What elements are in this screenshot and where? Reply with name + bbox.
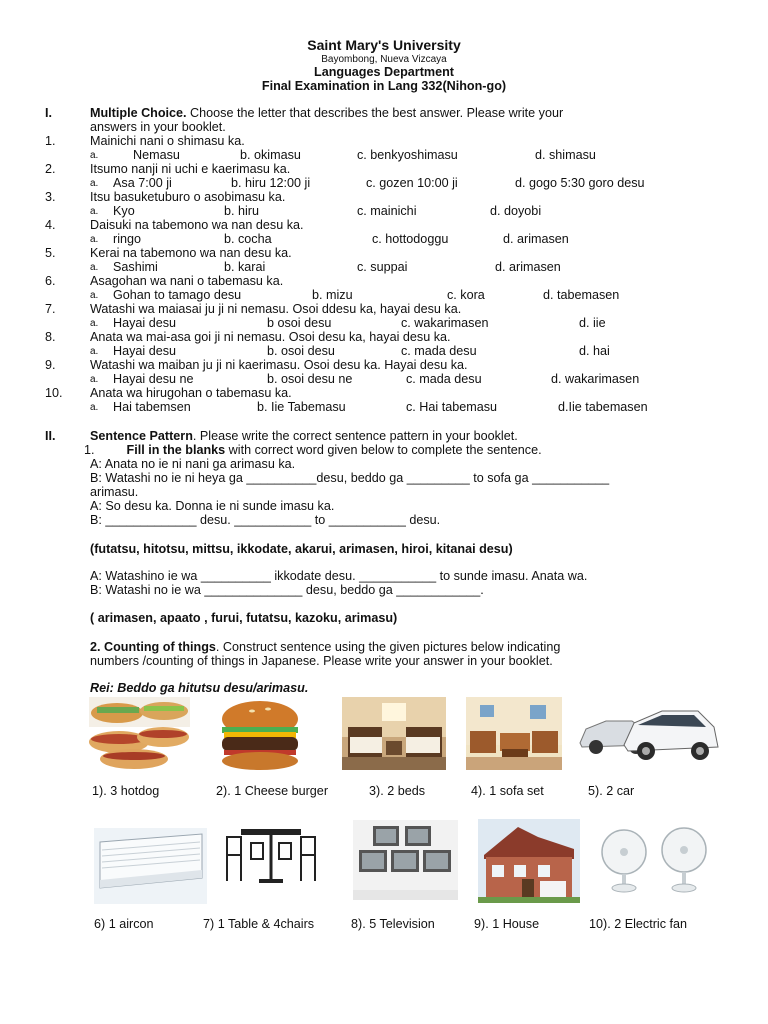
part2-instr: . Please write the correct sentence pattern in your booklet. xyxy=(192,429,518,443)
choice-b: b. osoi desu ne xyxy=(267,372,353,386)
choice-a: Gohan to tamago desu xyxy=(113,288,242,302)
university-location: Bayombong, Nueva Vizcaya xyxy=(321,54,447,65)
picture-caption: 7) 1 Table & 4chairs xyxy=(203,917,315,931)
choice-a-letter: a. xyxy=(90,374,99,385)
choice-a-letter: a. xyxy=(90,150,99,161)
counting-instr-b: numbers /counting of things in Japanese. Please write your answer in your booklet. xyxy=(90,654,553,668)
word-bank-1: (futatsu, hitotsu, mittsu, ikkodate, akarui, arimasen, hiroi, kitanai desu) xyxy=(90,542,513,556)
choice-a: ringo xyxy=(113,232,142,246)
picture-caption: 9). 1 House xyxy=(474,917,540,931)
choice-d: d. gogo 5:30 goro desu xyxy=(515,176,645,190)
question-text: Kerai na tabemono wa nan desu ka. xyxy=(90,246,292,260)
fill-title: Fill in the blanks xyxy=(126,443,226,457)
choice-a-letter: a. xyxy=(90,346,99,357)
question-number: 2. xyxy=(45,162,56,176)
choice-d: d. iie xyxy=(579,316,606,330)
question-number: 10. xyxy=(45,386,63,400)
choice-d: d. arimasen xyxy=(503,232,569,246)
question-text: Watashi wa maiban ju ji ni kaerimasu. Osoi desu ka. Hayai desu ka. xyxy=(90,358,468,372)
house-image xyxy=(478,819,580,903)
choice-a-letter: a. xyxy=(90,234,99,245)
question-text: Itsu basuketuburo o asobimasu ka. xyxy=(90,190,286,204)
choice-a: Hai tabemsen xyxy=(113,400,191,414)
choice-a-letter: a. xyxy=(90,290,99,301)
question-text: Watashi wa maiasai ju ji ni nemasu. Osoi ddesu ka, hayai desu ka. xyxy=(90,302,462,316)
question-number: 8. xyxy=(45,330,56,344)
question-number: 5. xyxy=(45,246,56,260)
question-text: Daisuki na tabemono wa nan desu ka. xyxy=(90,218,304,232)
picture-caption: 3). 2 beds xyxy=(369,784,426,798)
cars-image xyxy=(576,699,722,765)
question-text: Mainichi nani o shimasu ka. xyxy=(90,134,245,148)
dialogue1-line: A: So desu ka. Donna ie ni sunde imasu ka. xyxy=(90,499,335,513)
fill-instr: with correct word given below to complete the sentence. xyxy=(225,443,542,457)
aircon-image xyxy=(94,828,207,904)
word-bank-2: ( arimasen, apaato , furui, futatsu, kazoku, arimasu) xyxy=(90,611,398,625)
dialogue1-line: B: _____________ desu. ___________ to ___________ desu. xyxy=(90,513,441,527)
department-name: Languages Department xyxy=(314,65,454,79)
picture-caption: 4). 1 sofa set xyxy=(471,784,544,798)
choice-a: Hayai desu ne xyxy=(113,372,194,386)
choice-c: c. hottodoggu xyxy=(372,232,449,246)
choice-a-letter: a. xyxy=(90,178,99,189)
choice-b: b osoi desu xyxy=(267,316,332,330)
question-text: Anata wa mai-asa goi ji ni nemasu. Osoi desu ka, hayai desu ka. xyxy=(90,330,451,344)
televisions-image xyxy=(353,820,458,900)
choice-b: b. osoi desu xyxy=(267,344,335,358)
sofa-set-image xyxy=(466,697,562,770)
part2-title: Sentence Pattern xyxy=(90,429,193,443)
choice-c: c. suppai xyxy=(357,260,408,274)
part2-numeral: II. xyxy=(45,429,56,443)
choice-c: c. mada desu xyxy=(401,344,477,358)
dialogue1-line: A: Anata no ie ni nani ga arimasu ka. xyxy=(90,457,296,471)
dialogue2-line: A: Watashino ie wa __________ ikkodate desu. ___________ to sunde imasu. Anata wa. xyxy=(90,569,588,583)
part2-instructions xyxy=(90,429,518,443)
beds-image xyxy=(342,697,446,770)
choice-b: b. okimasu xyxy=(240,148,301,162)
choice-a: Asa 7:00 ji xyxy=(113,176,172,190)
choice-c: c. wakarimasen xyxy=(401,316,489,330)
part1-instructions xyxy=(90,106,563,120)
question-number: 6. xyxy=(45,274,56,288)
cheese-burger-image xyxy=(216,697,304,772)
question-number: 1. xyxy=(45,134,56,148)
question-text: Anata wa hirugohan o tabemasu ka. xyxy=(90,386,292,400)
part1-instr-a: Choose the letter that describes the best answer. Please write your xyxy=(186,106,564,120)
question-number: 9. xyxy=(45,358,56,372)
part1-numeral: I. xyxy=(45,106,52,120)
choice-d: d. arimasen xyxy=(495,260,561,274)
choice-b: b. hiru 12:00 ji xyxy=(231,176,311,190)
choice-a-letter: a. xyxy=(90,402,99,413)
choice-a-letter: a. xyxy=(90,206,99,217)
question-number: 3. xyxy=(45,190,56,204)
picture-caption: 6) 1 aircon xyxy=(94,917,154,931)
choice-b: b. Iie Tabemasu xyxy=(257,400,346,414)
dialogue1-line: arimasu. xyxy=(90,485,139,499)
counting-title: 2. Counting of things xyxy=(90,640,216,654)
question-number: 4. xyxy=(45,218,56,232)
choice-a: Hayai desu xyxy=(113,344,177,358)
choice-d: d. doyobi xyxy=(490,204,542,218)
part1-instr-b: answers in your booklet. xyxy=(90,120,226,134)
choice-a: Kyo xyxy=(113,204,135,218)
dialogue1-line: B: Watashi no ie ni heya ga __________desu, beddo ga _________ to sofa ga ___________ xyxy=(90,471,610,485)
choice-a-letter: a. xyxy=(90,318,99,329)
university-name: Saint Mary's University xyxy=(307,37,461,53)
part1-title: Multiple Choice. xyxy=(90,106,187,120)
question-number: 7. xyxy=(45,302,56,316)
electric-fans-image xyxy=(594,826,716,894)
picture-caption: 1). 3 hotdog xyxy=(92,784,160,798)
example-sentence: Rei: Beddo ga hitutsu desu/arimasu. xyxy=(90,681,309,695)
choice-b: b. karai xyxy=(224,260,266,274)
picture-caption: 8). 5 Television xyxy=(351,917,435,931)
counting-instructions xyxy=(90,640,560,654)
fill-blanks-instructions xyxy=(84,443,542,457)
choice-d: d. wakarimasen xyxy=(551,372,640,386)
choice-a: Sashimi xyxy=(113,260,158,274)
choice-b: b. cocha xyxy=(224,232,272,246)
choice-b: b. mizu xyxy=(312,288,353,302)
choice-c: c. gozen 10:00 ji xyxy=(366,176,458,190)
choice-c: c. Hai tabemasu xyxy=(406,400,497,414)
choice-d: d. hai xyxy=(579,344,610,358)
picture-caption: 2). 1 Cheese burger xyxy=(216,784,329,798)
counting-instr-a: . Construct sentence using the given pictures below indicating xyxy=(215,640,561,654)
choice-a: Hayai desu xyxy=(113,316,177,330)
exam-title: Final Examination in Lang 332(Nihon-go) xyxy=(261,79,507,93)
question-text: Itsumo nanji ni uchi e kaerimasu ka. xyxy=(90,162,291,176)
choice-d: d. tabemasen xyxy=(543,288,620,302)
hotdog-image xyxy=(89,697,190,770)
choice-c: c. mada desu xyxy=(406,372,482,386)
choice-c: c. kora xyxy=(447,288,485,302)
choice-d: d. shimasu xyxy=(535,148,596,162)
choice-d: d.Iie tabemasen xyxy=(558,400,648,414)
table-chairs-image xyxy=(221,825,321,885)
fill-num: 1. xyxy=(84,443,95,457)
choice-c: c. benkyoshimasu xyxy=(357,148,458,162)
choice-c: c. mainichi xyxy=(357,204,417,218)
choice-a-letter: a. xyxy=(90,262,99,273)
dialogue2-line: B: Watashi no ie wa ______________ desu, beddo ga ____________. xyxy=(90,583,484,597)
choice-a: Nemasu xyxy=(133,148,180,162)
choice-b: b. hiru xyxy=(224,204,260,218)
picture-caption: 10). 2 Electric fan xyxy=(589,917,687,931)
picture-caption: 5). 2 car xyxy=(588,784,635,798)
question-text: Asagohan wa nani o tabemasu ka. xyxy=(90,274,284,288)
